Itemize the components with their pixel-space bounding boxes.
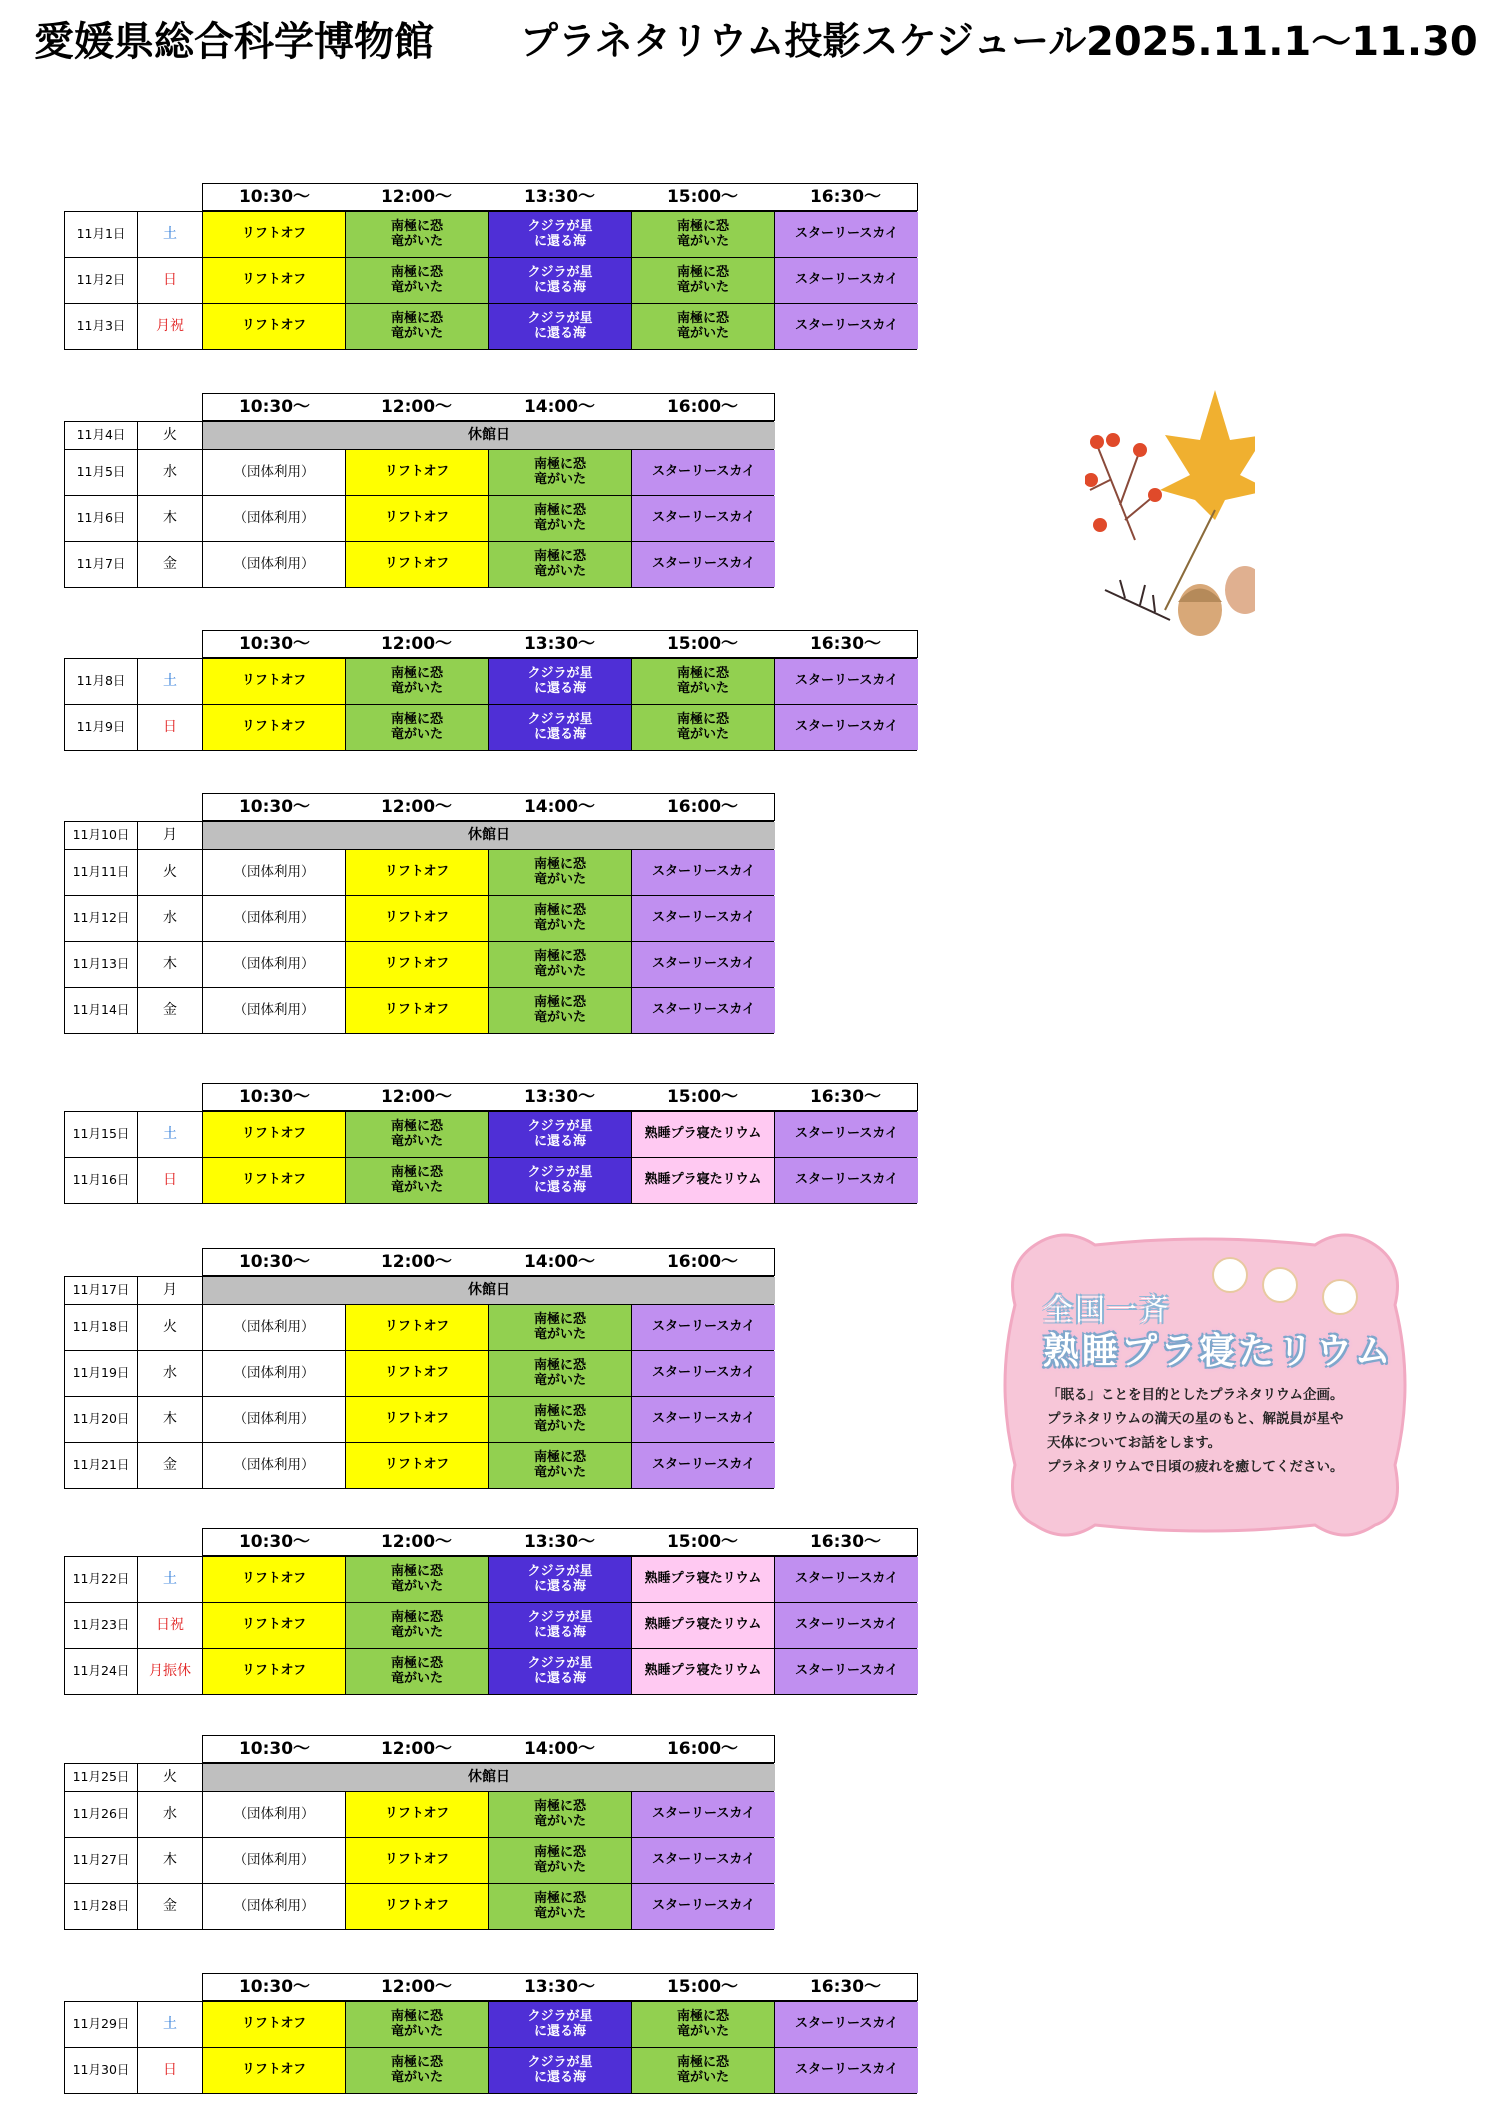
time-slot-header: 12:00〜 [345,1735,489,1763]
program-cell-star: スターリースカイ [632,1443,775,1488]
panel-line: プラネタリウムの満天の星のもと、解説員が星や [1047,1411,1344,1427]
program-cell-star: スターリースカイ [632,1792,775,1837]
weekday-cell: 金 [138,542,203,587]
program-cell-whale: クジラが星 に還る海 [489,705,632,750]
panel-line: プラネタリウムで日頃の疲れを癒してください。 [1047,1459,1344,1475]
program-cell-star: スターリースカイ [775,705,918,750]
schedule-block [64,1248,774,1489]
table-row [65,1304,773,1350]
program-cell-dino: 南極に恐 竜がいた [632,304,775,349]
panel-description [1047,1383,1377,1479]
time-slot-header: 10:30〜 [202,793,347,821]
program-cell-star: スターリースカイ [632,1351,775,1396]
program-cell-group: （団体利用） [203,450,346,495]
program-cell-group: （団体利用） [203,942,346,987]
program-cell-dino: 南極に恐 竜がいた [489,542,632,587]
program-cell-dino: 南極に恐 竜がいた [489,988,632,1033]
table-row [65,1602,916,1648]
program-cell-group: （団体利用） [203,1792,346,1837]
time-header [64,393,774,421]
program-cell-liftoff: リフトオフ [203,705,346,750]
date-cell: 11月28日 [65,1884,138,1929]
panel-heading-main: 熟睡プラ寝たリウム [1043,1330,1394,1372]
program-cell-dino: 南極に恐 竜がいた [346,1649,489,1694]
panel-heading-sub: 全国一斉 [1043,1293,1171,1328]
program-cell-group: （団体利用） [203,542,346,587]
program-cell-group: （団体利用） [203,496,346,541]
weekday-cell: 土 [138,1112,203,1157]
weekday-cell: 土 [138,212,203,257]
program-cell-dino: 南極に恐 竜がいた [346,2002,489,2047]
time-slot-header: 16:30〜 [774,630,918,658]
time-slot-header: 10:30〜 [202,393,347,421]
program-cell-star: スターリースカイ [775,1649,918,1694]
program-cell-liftoff: リフトオフ [203,304,346,349]
schedule-rows [64,2001,917,2094]
program-cell-star: スターリースカイ [632,1838,775,1883]
table-row [65,895,773,941]
program-cell-star: スターリースカイ [632,942,775,987]
program-cell-dino: 南極に恐 竜がいた [346,212,489,257]
panel-line: 天体についてお話をします。 [1047,1435,1222,1451]
program-cell-liftoff: リフトオフ [346,496,489,541]
date-cell: 11月16日 [65,1158,138,1203]
program-cell-liftoff: リフトオフ [346,1838,489,1883]
time-slot-header: 12:00〜 [345,1248,489,1276]
weekday-cell: 火 [138,422,203,449]
program-cell-dino: 南極に恐 竜がいた [489,450,632,495]
program-cell-dino: 南極に恐 竜がいた [489,1884,632,1929]
program-cell-group: （団体利用） [203,1884,346,1929]
program-cell-dino: 南極に恐 竜がいた [489,1397,632,1442]
time-slot-header: 13:30〜 [488,183,632,211]
table-row [65,987,773,1033]
program-cell-dino: 南極に恐 竜がいた [632,2002,775,2047]
program-cell-whale: クジラが星 に還る海 [489,2002,632,2047]
schedule-rows [64,658,917,751]
time-header [64,183,917,211]
time-slot-header: 14:00〜 [488,793,632,821]
weekday-cell: 月振休 [138,1649,203,1694]
weekday-cell: 火 [138,850,203,895]
page-header [0,0,1500,80]
table-row [65,941,773,987]
program-cell-liftoff: リフトオフ [346,542,489,587]
time-slot-header: 12:00〜 [345,1083,489,1111]
schedule-rows [64,1763,774,1930]
time-slot-header: 15:00〜 [631,183,775,211]
time-slot-header: 10:30〜 [202,1248,347,1276]
closed-day-cell: 休館日 [203,1764,775,1791]
program-cell-liftoff: リフトオフ [203,659,346,704]
date-cell: 11月24日 [65,1649,138,1694]
weekday-cell: 金 [138,988,203,1033]
panel-line: 「眠る」ことを目的としたプラネタリウム企画。 [1047,1387,1344,1403]
weekday-cell: 水 [138,1351,203,1396]
time-slot-header: 14:00〜 [488,1248,632,1276]
weekday-cell: 水 [138,1792,203,1837]
time-slot-header: 16:00〜 [631,1735,775,1763]
time-slot-header: 12:00〜 [345,793,489,821]
program-cell-liftoff: リフトオフ [203,2002,346,2047]
program-cell-liftoff: リフトオフ [346,896,489,941]
schedule-block [64,393,774,588]
schedule-rows [64,1276,774,1489]
acorn-icon [1178,566,1255,636]
program-cell-star: スターリースカイ [632,1305,775,1350]
table-row [65,1556,916,1602]
date-cell: 11月3日 [65,304,138,349]
program-cell-dino: 南極に恐 竜がいた [489,1443,632,1488]
weekday-cell: 日 [138,705,203,750]
weekday-cell: 木 [138,1838,203,1883]
program-cell-sleep: 熟睡プラ寝たリウム [632,1112,775,1157]
schedule-rows [64,1111,917,1204]
date-cell: 11月4日 [65,422,138,449]
program-cell-dino: 南極に恐 竜がいた [489,1838,632,1883]
program-cell-liftoff: リフトオフ [203,1649,346,1694]
program-cell-star: スターリースカイ [775,2048,918,2093]
table-row [65,1763,773,1791]
table-row [65,1791,773,1837]
time-slot-header: 14:00〜 [488,393,632,421]
time-header [64,630,917,658]
program-cell-group: （団体利用） [203,850,346,895]
weekday-cell: 日 [138,258,203,303]
program-cell-liftoff: リフトオフ [346,1884,489,1929]
program-cell-whale: クジラが星 に還る海 [489,304,632,349]
date-cell: 11月30日 [65,2048,138,2093]
time-slot-header: 12:00〜 [345,183,489,211]
time-slot-header: 16:00〜 [631,393,775,421]
program-cell-liftoff: リフトオフ [203,2048,346,2093]
berry-branch-icon [1085,433,1170,620]
table-row [65,1276,773,1304]
program-cell-sleep: 熟睡プラ寝たリウム [632,1603,775,1648]
table-row [65,821,773,849]
table-row [65,449,773,495]
weekday-cell: 金 [138,1443,203,1488]
program-cell-dino: 南極に恐 竜がいた [346,659,489,704]
program-cell-whale: クジラが星 に還る海 [489,1649,632,1694]
program-cell-dino: 南極に恐 竜がいた [489,850,632,895]
table-row [65,658,916,704]
program-cell-dino: 南極に恐 竜がいた [346,2048,489,2093]
table-row [65,211,916,257]
program-cell-whale: クジラが星 に還る海 [489,212,632,257]
weekday-cell: 火 [138,1305,203,1350]
table-row [65,2001,916,2047]
time-slot-header: 16:00〜 [631,793,775,821]
table-row [65,849,773,895]
table-row [65,704,916,750]
program-cell-group: （団体利用） [203,1397,346,1442]
program-cell-star: スターリースカイ [775,258,918,303]
time-slot-header: 10:30〜 [202,183,347,211]
table-row [65,1157,916,1203]
program-cell-liftoff: リフトオフ [346,942,489,987]
program-cell-dino: 南極に恐 竜がいた [632,258,775,303]
program-cell-star: スターリースカイ [775,1158,918,1203]
time-slot-header: 12:00〜 [345,1528,489,1556]
program-cell-star: スターリースカイ [632,896,775,941]
weekday-cell: 日 [138,1158,203,1203]
program-cell-dino: 南極に恐 竜がいた [346,1112,489,1157]
program-cell-whale: クジラが星 に還る海 [489,258,632,303]
closed-day-cell: 休館日 [203,822,775,849]
program-cell-dino: 南極に恐 竜がいた [632,212,775,257]
table-row [65,1111,916,1157]
weekday-cell: 土 [138,2002,203,2047]
date-cell: 11月7日 [65,542,138,587]
schedule-block [64,1973,917,2094]
schedule-block [64,1528,917,1695]
date-cell: 11月6日 [65,496,138,541]
program-cell-liftoff: リフトオフ [203,1557,346,1602]
time-header [64,1973,917,2001]
program-cell-dino: 南極に恐 竜がいた [346,304,489,349]
program-cell-group: （団体利用） [203,988,346,1033]
time-slot-header: 12:00〜 [345,393,489,421]
program-cell-dino: 南極に恐 竜がいた [346,1158,489,1203]
date-cell: 11月20日 [65,1397,138,1442]
program-cell-star: スターリースカイ [632,496,775,541]
time-slot-header: 10:30〜 [202,1528,347,1556]
program-cell-star: スターリースカイ [632,850,775,895]
schedule-block [64,630,917,751]
time-slot-header: 10:30〜 [202,1973,347,2001]
date-cell: 11月17日 [65,1277,138,1304]
time-header [64,1528,917,1556]
date-cell: 11月19日 [65,1351,138,1396]
museum-name: 愛媛県総合科学博物館 [34,19,434,65]
program-cell-whale: クジラが星 に還る海 [489,1158,632,1203]
weekday-cell: 水 [138,450,203,495]
time-slot-header: 15:00〜 [631,630,775,658]
date-cell: 11月21日 [65,1443,138,1488]
date-cell: 11月12日 [65,896,138,941]
schedule-block [64,1083,917,1204]
date-cell: 11月26日 [65,1792,138,1837]
program-cell-liftoff: リフトオフ [346,988,489,1033]
program-cell-dino: 南極に恐 竜がいた [346,258,489,303]
schedule-block [64,1735,774,1930]
program-cell-dino: 南極に恐 竜がいた [489,496,632,541]
weekday-cell: 月祝 [138,304,203,349]
date-cell: 11月8日 [65,659,138,704]
program-cell-sleep: 熟睡プラ寝たリウム [632,1649,775,1694]
schedule-rows [64,211,917,350]
program-cell-liftoff: リフトオフ [203,1603,346,1648]
weekday-cell: 月 [138,822,203,849]
date-cell: 11月2日 [65,258,138,303]
schedule-block [64,183,917,350]
time-header [64,1083,917,1111]
weekday-cell: 水 [138,896,203,941]
table-row [65,495,773,541]
program-cell-group: （団体利用） [203,896,346,941]
time-header [64,1735,774,1763]
weekday-cell: 金 [138,1884,203,1929]
program-cell-star: スターリースカイ [632,1884,775,1929]
table-row [65,1396,773,1442]
weekday-cell: 土 [138,659,203,704]
program-cell-star: スターリースカイ [632,1397,775,1442]
program-cell-star: スターリースカイ [775,1112,918,1157]
table-row [65,541,773,587]
closed-day-cell: 休館日 [203,1277,775,1304]
time-slot-header: 13:30〜 [488,630,632,658]
schedule-rows [64,421,774,588]
date-cell: 11月1日 [65,212,138,257]
date-cell: 11月13日 [65,942,138,987]
schedule-block [64,793,774,1034]
time-slot-header: 16:00〜 [631,1248,775,1276]
program-cell-star: スターリースカイ [632,988,775,1033]
date-cell: 11月29日 [65,2002,138,2047]
table-row [65,257,916,303]
time-slot-header: 13:30〜 [488,1528,632,1556]
program-cell-dino: 南極に恐 竜がいた [346,1557,489,1602]
time-slot-header: 16:30〜 [774,1528,918,1556]
program-cell-liftoff: リフトオフ [203,212,346,257]
time-slot-header: 16:30〜 [774,183,918,211]
time-slot-header: 15:00〜 [631,1528,775,1556]
program-cell-dino: 南極に恐 竜がいた [632,659,775,704]
program-cell-whale: クジラが星 に還る海 [489,1112,632,1157]
program-cell-dino: 南極に恐 竜がいた [346,1603,489,1648]
program-cell-liftoff: リフトオフ [346,1351,489,1396]
schedule-rows [64,1556,917,1695]
time-slot-header: 10:30〜 [202,1735,347,1763]
table-row [65,1442,773,1488]
program-cell-dino: 南極に恐 竜がいた [489,1792,632,1837]
program-cell-liftoff: リフトオフ [346,450,489,495]
program-cell-group: （団体利用） [203,1351,346,1396]
program-cell-dino: 南極に恐 竜がいた [489,1351,632,1396]
date-cell: 11月10日 [65,822,138,849]
weekday-cell: 木 [138,1397,203,1442]
weekday-cell: 日祝 [138,1603,203,1648]
table-row [65,2047,916,2093]
weekday-cell: 木 [138,496,203,541]
weekday-cell: 日 [138,2048,203,2093]
program-cell-dino: 南極に恐 竜がいた [346,705,489,750]
date-cell: 11月9日 [65,705,138,750]
date-cell: 11月11日 [65,850,138,895]
program-cell-star: スターリースカイ [632,450,775,495]
program-cell-dino: 南極に恐 竜がいた [489,942,632,987]
weekday-cell: 月 [138,1277,203,1304]
table-row [65,1350,773,1396]
weekday-cell: 木 [138,942,203,987]
schedule-period: 2025.11.1〜11.30 [1086,19,1478,65]
program-cell-whale: クジラが星 に還る海 [489,1557,632,1602]
program-cell-liftoff: リフトオフ [203,258,346,303]
date-cell: 11月5日 [65,450,138,495]
time-slot-header: 10:30〜 [202,1083,347,1111]
time-header [64,1248,774,1276]
program-cell-dino: 南極に恐 竜がいた [632,2048,775,2093]
program-cell-star: スターリースカイ [632,542,775,587]
schedule-rows [64,821,774,1034]
program-cell-dino: 南極に恐 竜がいた [489,896,632,941]
program-cell-star: スターリースカイ [775,1557,918,1602]
time-slot-header: 14:00〜 [488,1735,632,1763]
program-cell-star: スターリースカイ [775,212,918,257]
program-cell-star: スターリースカイ [775,304,918,349]
closed-day-cell: 休館日 [203,422,775,449]
program-cell-liftoff: リフトオフ [203,1158,346,1203]
time-header [64,793,774,821]
date-cell: 11月15日 [65,1112,138,1157]
schedule-title: プラネタリウム投影スケジュール [520,19,1087,63]
time-slot-header: 12:00〜 [345,630,489,658]
program-cell-liftoff: リフトオフ [346,1397,489,1442]
table-row [65,421,773,449]
date-cell: 11月18日 [65,1305,138,1350]
program-cell-liftoff: リフトオフ [346,1305,489,1350]
time-slot-header: 10:30〜 [202,630,347,658]
time-slot-header: 16:30〜 [774,1083,918,1111]
program-cell-liftoff: リフトオフ [346,850,489,895]
date-cell: 11月14日 [65,988,138,1033]
autumn-leaves-illustration [1085,380,1255,660]
date-cell: 11月25日 [65,1764,138,1791]
program-cell-liftoff: リフトオフ [203,1112,346,1157]
program-cell-sleep: 熟睡プラ寝たリウム [632,1158,775,1203]
date-cell: 11月22日 [65,1557,138,1602]
time-slot-header: 15:00〜 [631,1973,775,2001]
program-cell-group: （団体利用） [203,1443,346,1488]
time-slot-header: 12:00〜 [345,1973,489,2001]
time-slot-header: 13:30〜 [488,1083,632,1111]
program-cell-sleep: 熟睡プラ寝たリウム [632,1557,775,1602]
table-row [65,1648,916,1694]
sleep-planetarium-panel [995,1225,1415,1545]
program-cell-liftoff: リフトオフ [346,1443,489,1488]
date-cell: 11月23日 [65,1603,138,1648]
table-row [65,303,916,349]
weekday-cell: 火 [138,1764,203,1791]
program-cell-star: スターリースカイ [775,2002,918,2047]
time-slot-header: 15:00〜 [631,1083,775,1111]
program-cell-star: スターリースカイ [775,1603,918,1648]
program-cell-liftoff: リフトオフ [346,1792,489,1837]
program-cell-group: （団体利用） [203,1305,346,1350]
program-cell-dino: 南極に恐 竜がいた [632,705,775,750]
time-slot-header: 16:30〜 [774,1973,918,2001]
program-cell-dino: 南極に恐 竜がいた [489,1305,632,1350]
program-cell-whale: クジラが星 に還る海 [489,659,632,704]
program-cell-whale: クジラが星 に還る海 [489,1603,632,1648]
table-row [65,1837,773,1883]
program-cell-star: スターリースカイ [775,659,918,704]
time-slot-header: 13:30〜 [488,1973,632,2001]
weekday-cell: 土 [138,1557,203,1602]
date-cell: 11月27日 [65,1838,138,1883]
table-row [65,1883,773,1929]
program-cell-group: （団体利用） [203,1838,346,1883]
program-cell-whale: クジラが星 に還る海 [489,2048,632,2093]
